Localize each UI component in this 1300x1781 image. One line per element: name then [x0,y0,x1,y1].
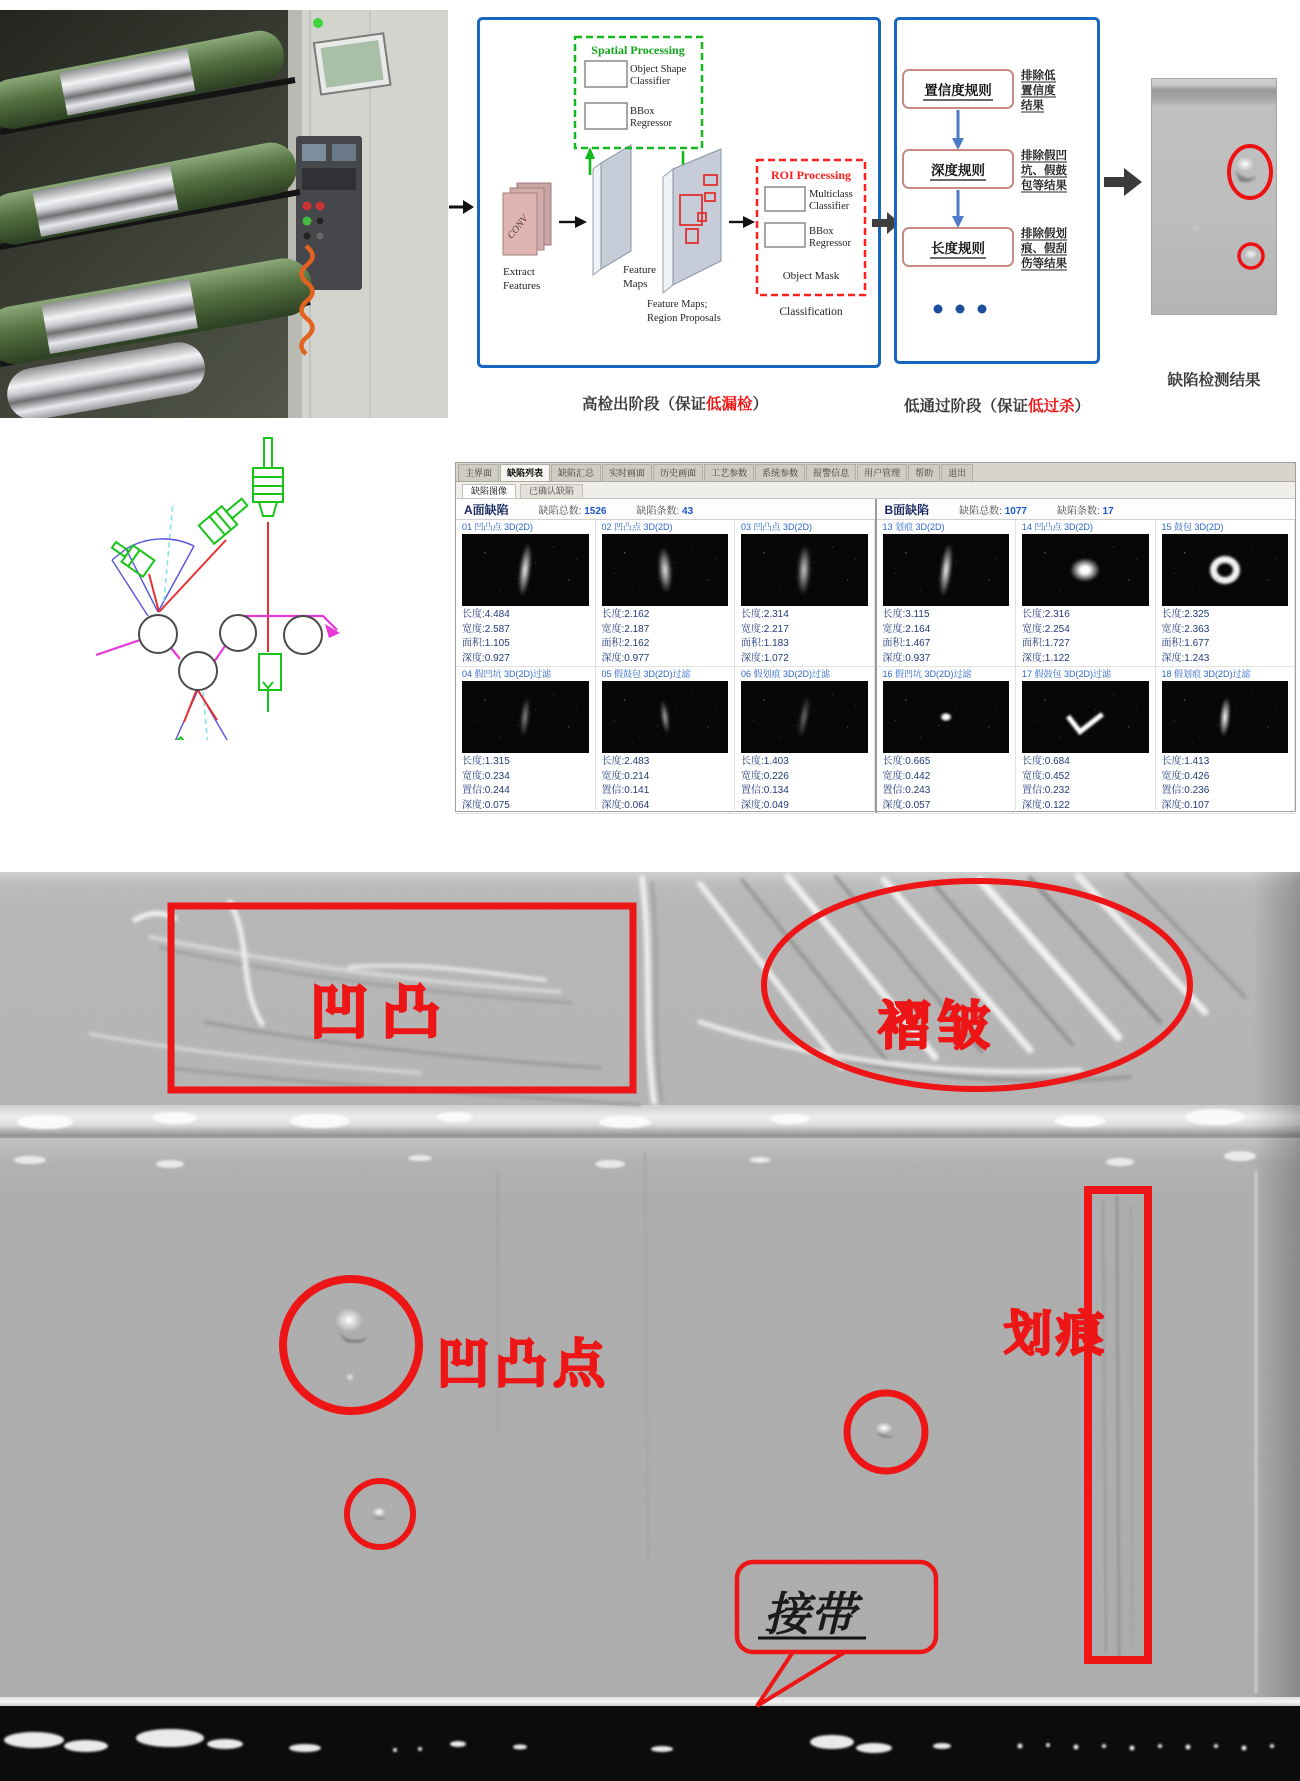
defect-stat: 深度:0.049 [741,799,789,811]
defect-thumbnail [602,681,729,753]
stat-label: 缺陷条数: [636,505,683,517]
defect-cell-header: 03 凹凸点 3D(2D) [741,522,813,532]
defect-cell-header: 16 假凹坑 3D(2D)过滤 [882,669,972,679]
rule-depth [903,150,1013,188]
panel-header [877,499,1296,520]
defect-stat: 宽度:0.442 [882,770,931,782]
camera-top-right [253,438,283,516]
panel-title: B面缺陷 [884,502,930,517]
tab-报警信息[interactable]: 报警信息 [806,464,856,481]
defect-stat: 长度:1.315 [462,756,510,767]
svg-text:痕、假刮: 痕、假刮 [1021,243,1067,255]
defect-stat: 长度:2.162 [601,609,650,620]
defect-stat: 深度:1.122 [1022,652,1070,664]
panel-title: A面缺陷 [464,502,509,517]
defect-stat: 宽度:0.234 [462,770,510,782]
defect-blob [939,712,952,722]
defect-stat: 深度:1.072 [741,652,789,664]
rules-pipeline-diagram [894,17,1100,364]
rule-length-note [1020,226,1067,270]
defect-blob [658,700,671,735]
roller-2 [220,615,256,651]
defect-cell[interactable] [456,520,596,667]
optical-layout-diagram [60,425,420,740]
stat-label: 缺陷总数: [538,505,585,517]
defect-stat: 宽度:2.587 [462,623,510,635]
defect-cell[interactable] [1156,520,1296,667]
tab-系统参数[interactable]: 系统参数 [755,464,805,481]
defect-blob [796,545,812,596]
defect-dot [1246,251,1256,258]
tab-缺陷汇总[interactable]: 缺陷汇总 [551,464,601,481]
defect-cell[interactable] [596,667,736,814]
defect-blob [937,542,955,597]
tab-工艺参数[interactable]: 工艺参数 [704,464,754,481]
feature-maps-label: Feature [623,264,656,276]
svg-text:Classifier: Classifier [630,76,671,87]
panel-header [456,499,875,520]
defect-stat: 置信:0.232 [1022,785,1070,796]
defect-stat: 深度:0.057 [882,799,931,811]
object-mask-label: Object Mask [782,270,840,282]
defect-stat: 宽度:0.426 [1161,770,1210,782]
defect-cell-header: 02 凹凸点 3D(2D) [601,522,673,532]
panel-b-side [877,499,1296,813]
defect-stat: 宽度:2.164 [882,623,931,635]
rule-depth-label: 深度规则 [931,163,985,178]
annotation-overlay [0,872,1300,1781]
multiclass-classifier-label: Multiclass [809,189,853,200]
light-unit-bottom-right [259,654,281,712]
tab-主界面[interactable]: 主界面 [458,464,499,481]
defect-stat: 长度:0.665 [882,756,931,767]
defect-stat: 面积:2.162 [601,638,650,649]
defect-stat: 置信:0.134 [741,785,789,796]
defect-thumbnail [462,681,589,753]
defect-cell[interactable] [735,667,875,814]
defect-stat: 置信:0.141 [601,785,650,796]
defect-stat: 长度:3.115 [882,609,930,620]
stage1-caption: 高检出阶段（保证低漏检） [581,396,769,413]
defect-thumbnail [602,534,729,606]
tab-缺陷列表[interactable]: 缺陷列表 [500,464,550,481]
defect-cell[interactable] [456,667,596,814]
defect-stat: 深度:0.937 [882,652,931,664]
splice-label-group [758,1587,866,1641]
defect-stat: 深度:0.064 [601,799,650,811]
defect-blob [516,542,534,597]
svg-text:Features: Features [503,280,541,292]
subtab-已确认缺陷[interactable]: 已确认缺陷 [520,484,583,498]
rule-depth-note [1020,148,1067,192]
tab-退出[interactable]: 退出 [941,464,973,481]
input-arrow [449,199,475,215]
defect-stat: 长度:1.413 [1161,756,1210,767]
defect-cell[interactable] [1016,520,1156,667]
defect-blob [1210,556,1240,584]
defect-stat: 面积:1.677 [1161,638,1210,649]
scratch-label: 划痕 [1004,1308,1109,1361]
tab-用户管理[interactable]: 用户管理 [857,464,907,481]
panel-stat [636,502,693,517]
defect-stat: 深度:0.122 [1022,799,1070,811]
svg-text:Region Proposals: Region Proposals [647,313,721,324]
bump-point-label: 凹凸点 [437,1336,612,1394]
defect-cell-header: 15 鼓包 3D(2D) [1161,522,1224,532]
defect-blob [1218,697,1232,738]
defect-grid [877,520,1296,814]
rule-length-label: 长度规则 [931,241,985,256]
svg-text:排除假凹: 排除假凹 [1021,150,1067,162]
result-arrow [1104,168,1142,196]
defect-cell-header: 14 凹凸点 3D(2D) [1022,522,1094,532]
defect-thumbnail [462,534,589,606]
defect-stat: 宽度:2.187 [601,623,650,635]
defect-blob [1070,558,1100,582]
defect-stat: 置信:0.244 [462,785,510,796]
defect-stat: 长度:4.484 [462,609,510,620]
stage2-caption: 低通过阶段（保证低过杀） [903,398,1091,415]
camera-bottom-left [164,737,209,740]
defect-grid [456,520,875,814]
defect-gallery [456,499,1295,813]
defect-thumbnail [1162,534,1289,606]
machine-photo [0,10,448,418]
defect-cell[interactable] [1156,667,1296,814]
signal-lamp [313,18,323,28]
defect-stat: 置信:0.236 [1161,785,1210,796]
roller-1 [139,615,177,653]
band-streaks [4,1729,1274,1753]
rollers [139,615,322,690]
conv-stack [503,183,551,255]
defect-thumbnail [1022,534,1149,606]
rule-length [903,228,1013,266]
roi-title: ROI Processing [770,168,852,182]
defect-thumbnail [741,534,868,606]
splice-label: 接带 [764,1587,856,1641]
roller-3 [284,616,322,654]
svg-text:结果: 结果 [1021,100,1044,112]
defect-cell-header: 06 假划痕 3D(2D)过滤 [741,669,831,679]
defect-stat: 宽度:2.217 [741,623,789,635]
defect-blob [796,695,812,740]
defect-thumbnail [883,534,1010,606]
detection-pipeline-diagram [477,17,881,368]
defect-stat: 深度:0.927 [462,652,510,664]
svg-text:排除假划: 排除假划 [1021,228,1067,240]
bump-area-label: 凹凸 [310,980,455,1045]
conv-label: CONV [505,213,531,242]
panel-stat [959,502,1027,517]
defect-stat: 面积:1.105 [462,638,510,649]
defect-cell-header: 05 假鼓包 3D(2D)过滤 [601,669,691,679]
fmap-proposals-label: Feature Maps; [647,299,708,310]
defect-cell-header: 01 凹凸点 3D(2D) [462,522,534,532]
classification-label: Classification [779,306,843,318]
panel-a-side [456,499,877,813]
defect-thumbnail [1162,681,1289,753]
stat-label: 缺陷总数: [959,505,1005,517]
rule-confidence-label: 置信度规则 [924,83,992,98]
defect-stat: 深度:0.075 [462,799,510,811]
bbox-regressor-label: BBox [630,106,655,117]
defect-stat: 长度:2.483 [601,756,650,767]
defect-cell[interactable] [877,520,1017,667]
defect-blob [1236,157,1254,171]
defect-blob [656,547,673,594]
roller-4 [179,652,217,690]
svg-text:Classifier: Classifier [809,201,850,212]
defect-stat: 深度:0.977 [601,652,650,664]
defect-stat: 长度:2.316 [1022,609,1070,620]
tab-bar [456,463,1295,482]
defect-circle-large [1229,146,1271,198]
defect-cell-header: 13 划痕 3D(2D) [882,522,945,532]
result-caption: 缺陷检测结果 [1167,372,1261,389]
defect-stat: 深度:0.107 [1161,799,1210,811]
stat-value: 17 [1102,505,1114,517]
stat-value: 1077 [1004,505,1027,517]
defect-stat: 深度:1.243 [1161,652,1210,664]
svg-text:Maps: Maps [623,278,648,290]
panel-stat [539,502,607,517]
defect-cell-header: 17 假鼓包 3D(2D)过滤 [1022,669,1112,679]
defect-blob [1066,699,1104,735]
defect-cell-header: 04 假凹坑 3D(2D)过滤 [462,669,552,679]
panel-stat [1057,502,1114,517]
wrinkle-label: 褶皱 [878,998,999,1056]
subtab-缺陷图像[interactable]: 缺陷图像 [462,484,516,498]
stat-value: 1526 [584,505,607,517]
defect-stat: 宽度:0.226 [741,770,789,782]
defect-blob [519,697,532,738]
defect-cell[interactable] [1016,667,1156,814]
svg-text:Regressor: Regressor [630,118,672,129]
defect-stat: 宽度:0.214 [601,770,650,782]
stat-label: 缺陷条数: [1056,505,1103,517]
defect-stat: 宽度:0.452 [1022,770,1070,782]
defect-stat: 面积:1.183 [741,638,789,649]
stat-value: 43 [682,505,694,517]
svg-text:置信度: 置信度 [1021,85,1056,97]
defect-cell[interactable] [735,520,875,667]
camera-upper-middle [199,493,253,544]
defect-stat: 面积:1.727 [1022,638,1070,649]
defect-stat: 宽度:2.254 [1022,623,1070,635]
spatial-title: Spatial Processing [591,43,685,57]
tab-帮助[interactable]: 帮助 [908,464,940,481]
tab-实时画面[interactable]: 实时画面 [602,464,652,481]
defect-cell-header: 18 假划痕 3D(2D)过滤 [1161,669,1251,679]
object-shape-classifier-label: Object Shape [630,64,687,75]
defect-result-image [1151,78,1277,315]
defect-thumbnail [741,681,868,753]
subtab-bar [456,482,1295,499]
annotated-foil-image [0,872,1300,1781]
defect-thumbnail [1022,681,1149,753]
defect-cell[interactable] [596,520,736,667]
svg-text:伤等结果: 伤等结果 [1021,258,1067,270]
svg-text:Regressor: Regressor [809,238,851,249]
defect-stat: 长度:1.403 [741,756,789,767]
svg-text:排除低: 排除低 [1021,70,1056,82]
extract-features-label: Extract [503,266,535,278]
defect-stat: 长度:2.314 [741,609,789,620]
svg-text:包等结果: 包等结果 [1021,180,1067,192]
defect-stat: 长度:2.325 [1161,609,1210,620]
defect-stat: 面积:1.467 [882,638,931,649]
defect-stat: 长度:0.684 [1022,756,1070,767]
defect-stat: 置信:0.243 [882,785,931,796]
defect-stat: 宽度:2.363 [1161,623,1210,635]
defect-cell[interactable] [877,667,1017,814]
defect-thumbnail [883,681,1010,753]
roi-bbox-regressor-label: BBox [809,226,834,237]
tab-历史画面[interactable]: 历史画面 [653,464,703,481]
svg-text:坑、假鼓: 坑、假鼓 [1021,165,1067,177]
inspection-software-window [455,462,1296,812]
rule-confidence [903,70,1013,108]
machine-monitor [314,33,391,94]
